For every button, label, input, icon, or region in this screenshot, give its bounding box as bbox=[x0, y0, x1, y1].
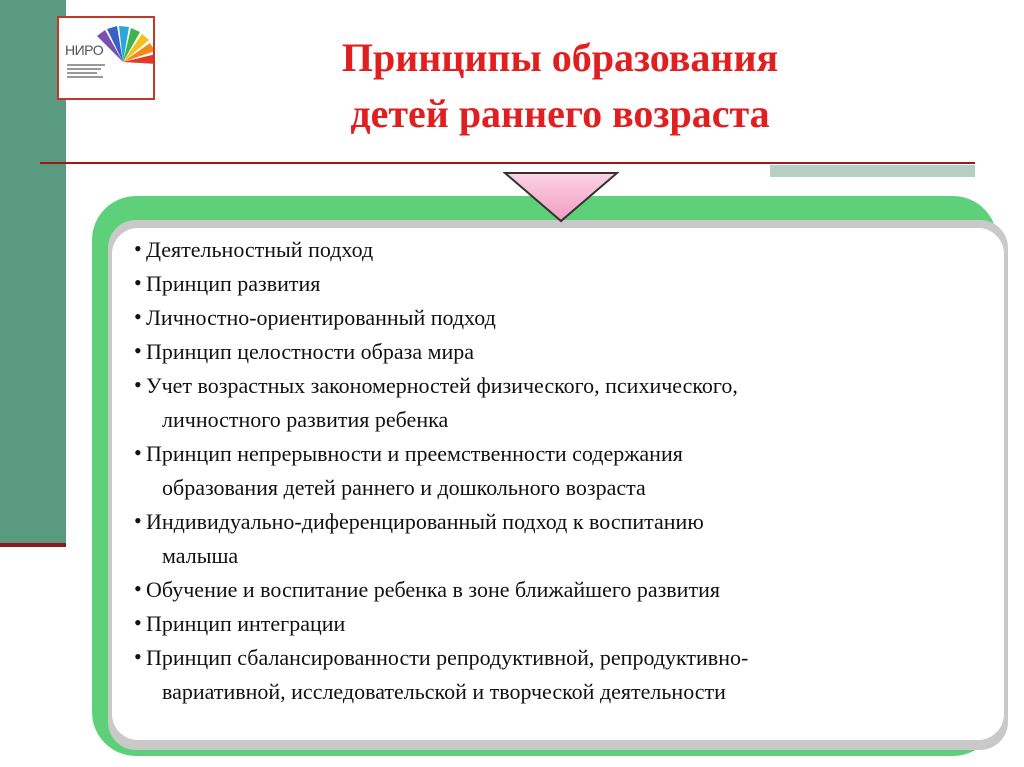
list-item-text: Принцип интеграции bbox=[146, 611, 346, 636]
list-item bbox=[134, 607, 994, 641]
bullet-icon: • bbox=[134, 610, 142, 635]
bullet-icon: • bbox=[134, 508, 142, 533]
list-item-text: Личностно-ориентированный подход bbox=[146, 305, 496, 330]
logo-caption-lines bbox=[67, 62, 109, 80]
logo-fan-icon bbox=[59, 18, 153, 98]
list-item bbox=[134, 369, 994, 437]
list-item bbox=[134, 641, 994, 709]
pointer-triangle-icon bbox=[503, 171, 619, 223]
logo-text: НИРО bbox=[65, 42, 104, 58]
side-band-divider bbox=[0, 543, 66, 547]
title-underline-accent bbox=[770, 165, 975, 177]
list-item bbox=[134, 437, 994, 505]
title-line-2: детей раннего возраста bbox=[350, 91, 770, 136]
list-item-text-continued: малыша bbox=[162, 543, 239, 568]
list-item-text: Принцип непрерывности и преемственности содержания bbox=[146, 441, 683, 466]
bullet-icon: • bbox=[134, 372, 142, 397]
principles-list bbox=[134, 233, 994, 709]
bullet-icon: • bbox=[134, 270, 142, 295]
bullet-icon: • bbox=[134, 644, 142, 669]
bullet-icon: • bbox=[134, 338, 142, 363]
bullet-icon: • bbox=[134, 304, 142, 329]
list-item-text: Принцип сбалансированности репродуктивной, репродуктивно- bbox=[146, 645, 749, 670]
title-underline bbox=[40, 162, 975, 164]
bullet-icon: • bbox=[134, 440, 142, 465]
niro-logo bbox=[57, 16, 155, 100]
list-item-text: Принцип целостности образа мира bbox=[146, 339, 475, 364]
list-item bbox=[134, 301, 994, 335]
title-line-1: Принципы образования bbox=[341, 35, 779, 80]
list-item-text: Учет возрастных закономерностей физического, психического, bbox=[146, 373, 738, 398]
bullet-icon: • bbox=[134, 236, 142, 261]
list-item-text-continued: вариативной, исследовательской и творческой деятельности bbox=[162, 679, 726, 704]
list-item-text-continued: образования детей раннего и дошкольного возраста bbox=[162, 475, 646, 500]
list-item bbox=[134, 335, 994, 369]
list-item bbox=[134, 505, 994, 573]
bullet-icon: • bbox=[134, 576, 142, 601]
list-item-text-continued: личностного развития ребенка bbox=[162, 407, 449, 432]
list-item bbox=[134, 267, 994, 301]
list-item bbox=[134, 573, 994, 607]
list-item-text: Принцип развития bbox=[146, 271, 321, 296]
list-item-text: Деятельностный подход bbox=[146, 237, 374, 262]
list-item-text: Обучение и воспитание ребенка в зоне ближайшего развития bbox=[146, 577, 720, 602]
list-item-text: Индивидуально-диференцированный подход к воспитанию bbox=[146, 509, 704, 534]
list-item bbox=[134, 233, 994, 267]
page-title bbox=[220, 30, 900, 142]
